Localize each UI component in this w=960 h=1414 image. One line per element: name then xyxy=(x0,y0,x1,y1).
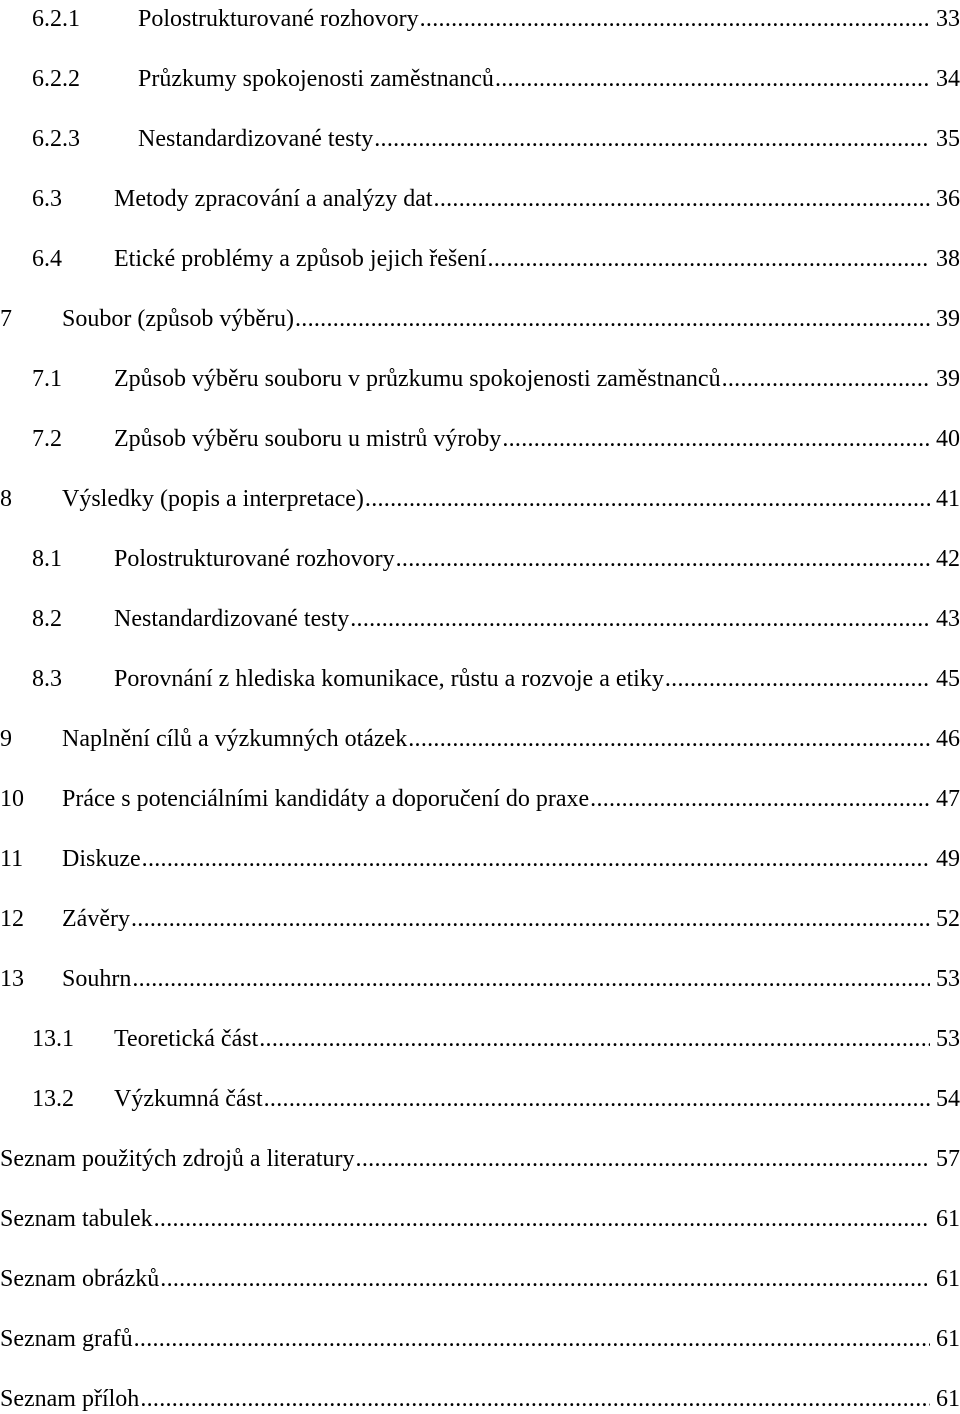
toc-entry[interactable] xyxy=(0,960,960,994)
toc-entry-page-number: 33 xyxy=(936,6,960,32)
toc-entry[interactable] xyxy=(0,360,960,394)
toc-entry-number: 8.3 xyxy=(32,666,62,692)
toc-entry-title: Nestandardizované testy xyxy=(114,606,350,632)
toc-entry-page-number: 45 xyxy=(936,666,960,692)
toc-entry[interactable] xyxy=(0,1080,960,1114)
toc-entry[interactable] xyxy=(0,300,960,334)
toc-entry-page-number: 35 xyxy=(936,126,960,152)
toc-entry-number: 7.2 xyxy=(32,426,62,452)
dot-leader xyxy=(154,1204,930,1234)
toc-entry-number: 11 xyxy=(0,846,24,872)
dot-leader xyxy=(722,364,930,394)
toc-entry-title: Seznam obrázků xyxy=(0,1266,160,1292)
dot-leader xyxy=(420,4,930,34)
toc-entry[interactable] xyxy=(0,600,960,634)
toc-entry-number: 6.2.2 xyxy=(32,66,80,92)
toc-entry-title: Seznam příloh xyxy=(0,1386,140,1412)
dot-leader xyxy=(374,124,930,154)
dot-leader xyxy=(142,844,930,874)
toc-entry-page-number: 47 xyxy=(936,786,960,812)
dot-leader xyxy=(365,484,930,514)
toc-entry-number: 8 xyxy=(0,486,12,512)
toc-entry[interactable] xyxy=(0,660,960,694)
toc-entry-title: Seznam použitých zdrojů a literatury xyxy=(0,1146,355,1172)
toc-entry-page-number: 43 xyxy=(936,606,960,632)
toc-entry[interactable] xyxy=(0,240,960,274)
dot-leader xyxy=(160,1264,930,1294)
toc-entry[interactable] xyxy=(0,480,960,514)
toc-entry-title: Způsob výběru souboru u mistrů výroby xyxy=(114,426,502,452)
toc-entry-title: Závěry xyxy=(62,906,130,932)
dot-leader xyxy=(259,1024,930,1054)
toc-entry-page-number: 42 xyxy=(936,546,960,572)
dot-leader xyxy=(140,1384,930,1414)
toc-entry-page-number: 53 xyxy=(936,966,960,992)
dot-leader xyxy=(665,664,930,694)
toc-entry[interactable] xyxy=(0,900,960,934)
toc-entry-number: 6.2.1 xyxy=(32,6,80,32)
toc-entry-page-number: 57 xyxy=(936,1146,960,1172)
dot-leader xyxy=(295,304,930,334)
toc-entry-page-number: 40 xyxy=(936,426,960,452)
toc-entry-number: 7.1 xyxy=(32,366,62,392)
toc-entry-title: Výsledky (popis a interpretace) xyxy=(62,486,364,512)
toc-entry-page-number: 39 xyxy=(936,306,960,332)
toc-entry-number: 13.2 xyxy=(32,1086,74,1112)
toc-entry-number: 6.3 xyxy=(32,186,62,212)
toc-entry-title: Polostrukturované rozhovory xyxy=(138,6,419,32)
toc-entry-page-number: 39 xyxy=(936,366,960,392)
toc-entry-page-number: 53 xyxy=(936,1026,960,1052)
toc-entry[interactable] xyxy=(0,720,960,754)
dot-leader xyxy=(495,64,930,94)
toc-entry-page-number: 41 xyxy=(936,486,960,512)
toc-entry-title: Etické problémy a způsob jejich řešení xyxy=(114,246,487,272)
toc-entry-title: Metody zpracování a analýzy dat xyxy=(114,186,433,212)
toc-entry-page-number: 46 xyxy=(936,726,960,752)
toc-entry-page-number: 61 xyxy=(936,1206,960,1232)
toc-entry-page-number: 52 xyxy=(936,906,960,932)
toc-entry[interactable] xyxy=(0,1200,960,1234)
toc-entry-title: Soubor (způsob výběru) xyxy=(62,306,294,332)
toc-entry-title: Průzkumy spokojenosti zaměstnanců xyxy=(138,66,494,92)
dot-leader xyxy=(590,784,930,814)
toc-entry[interactable] xyxy=(0,780,960,814)
toc-entry-number: 8.1 xyxy=(32,546,62,572)
toc-entry-title: Práce s potenciálními kandidáty a doporučení do praxe xyxy=(62,786,590,812)
toc-entry-page-number: 61 xyxy=(936,1326,960,1352)
toc-entry-number: 13.1 xyxy=(32,1026,74,1052)
dot-leader xyxy=(134,1324,930,1354)
toc-entry-title: Nestandardizované testy xyxy=(138,126,374,152)
toc-entry-number: 9 xyxy=(0,726,12,752)
toc-entry-page-number: 36 xyxy=(936,186,960,212)
dot-leader xyxy=(350,604,930,634)
toc-entry-number: 7 xyxy=(0,306,12,332)
toc-entry-title: Naplnění cílů a výzkumných otázek xyxy=(62,726,408,752)
toc-entry-page-number: 38 xyxy=(936,246,960,272)
dot-leader xyxy=(488,244,930,274)
toc-entry-title: Diskuze xyxy=(62,846,141,872)
dot-leader xyxy=(356,1144,930,1174)
toc-entry-page-number: 34 xyxy=(936,66,960,92)
toc-entry[interactable] xyxy=(0,1320,960,1354)
toc-entry-title: Seznam grafů xyxy=(0,1326,133,1352)
toc-entry-number: 8.2 xyxy=(32,606,62,632)
dot-leader xyxy=(434,184,930,214)
dot-leader xyxy=(408,724,930,754)
toc-entry-page-number: 49 xyxy=(936,846,960,872)
toc-entry-number: 6.4 xyxy=(32,246,62,272)
dot-leader xyxy=(132,964,930,994)
toc-entry-title: Porovnání z hlediska komunikace, růstu a rozvoje a etiky xyxy=(114,666,664,692)
toc-entry[interactable] xyxy=(0,0,960,34)
toc-entry[interactable] xyxy=(0,180,960,214)
toc-entry-title: Polostrukturované rozhovory xyxy=(114,546,395,572)
toc-entry-page-number: 54 xyxy=(936,1086,960,1112)
toc-entry-page-number: 61 xyxy=(936,1266,960,1292)
dot-leader xyxy=(131,904,930,934)
toc-entry-title: Výzkumná část xyxy=(114,1086,263,1112)
toc-entry[interactable] xyxy=(0,1260,960,1294)
toc-entry-title: Seznam tabulek xyxy=(0,1206,153,1232)
toc-entry-number: 6.2.3 xyxy=(32,126,80,152)
toc-entry[interactable] xyxy=(0,840,960,874)
toc-entry[interactable] xyxy=(0,1020,960,1054)
toc-entry[interactable] xyxy=(0,120,960,154)
toc-entry-title: Teoretická část xyxy=(114,1026,259,1052)
toc-entry[interactable] xyxy=(0,60,960,94)
dot-leader xyxy=(502,424,930,454)
toc-entry-title: Souhrn xyxy=(62,966,132,992)
toc-entry[interactable] xyxy=(0,1140,960,1174)
dot-leader xyxy=(396,544,930,574)
toc-entry[interactable] xyxy=(0,420,960,454)
toc-entry[interactable] xyxy=(0,1380,960,1414)
toc-entry-page-number: 61 xyxy=(936,1386,960,1412)
toc-entry-number: 10 xyxy=(0,786,24,812)
toc-entry-number: 12 xyxy=(0,906,24,932)
dot-leader xyxy=(264,1084,930,1114)
toc-entry[interactable] xyxy=(0,540,960,574)
toc-entry-number: 13 xyxy=(0,966,24,992)
toc-entry-title: Způsob výběru souboru v průzkumu spokojenosti zaměstnanců xyxy=(114,366,721,392)
